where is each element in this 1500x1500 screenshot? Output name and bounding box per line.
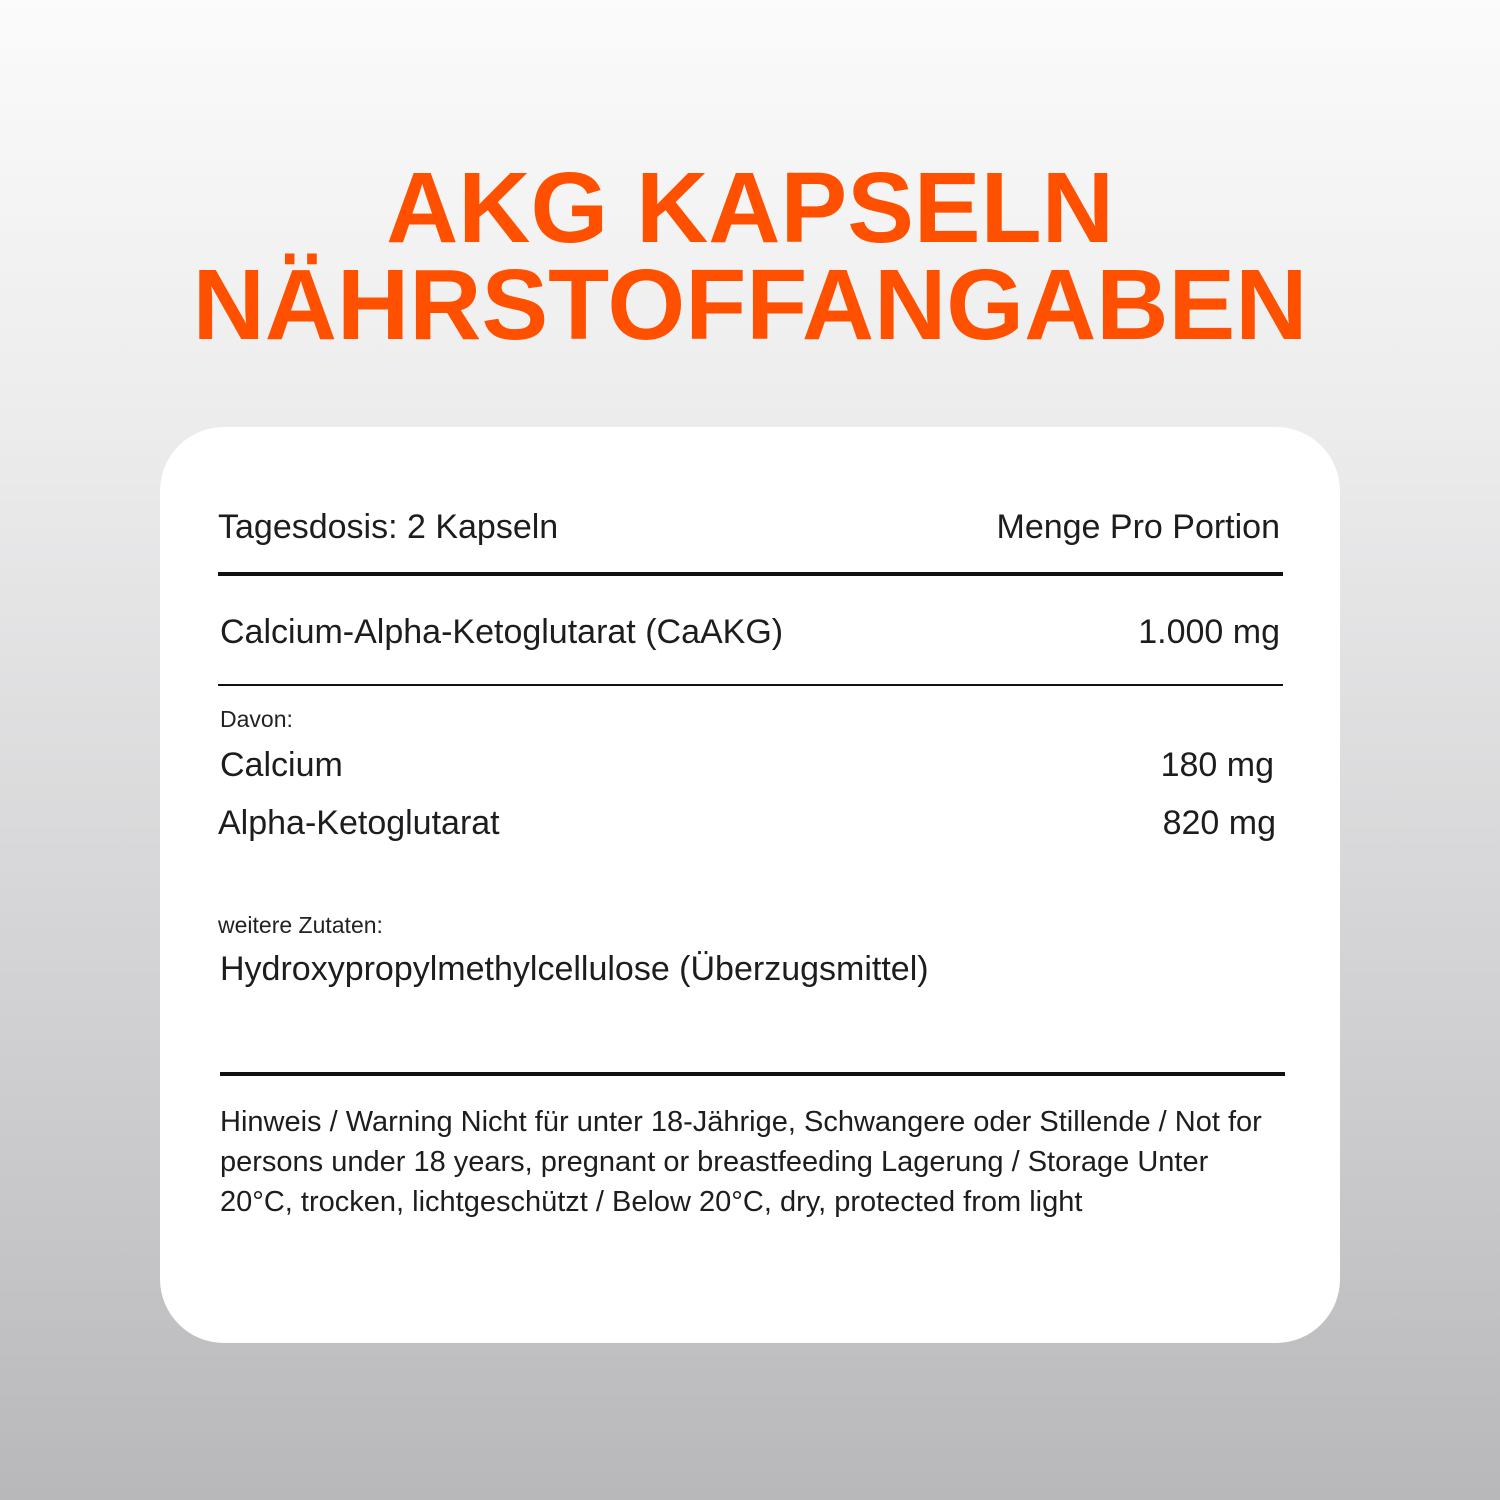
daily-dose-label: Tagesdosis: 2 Kapseln <box>218 508 559 546</box>
title-line-1: AKG KAPSELN <box>386 152 1114 264</box>
nutrition-facts-card <box>160 427 1340 1343</box>
breakdown-label: Davon: <box>220 706 293 732</box>
breakdown-item-amount: 180 mg <box>1160 746 1274 784</box>
page-title <box>0 152 1500 361</box>
title-line-2: NÄHRSTOFFANGABEN <box>192 249 1308 361</box>
warning-storage-notice: Hinweis / Warning Nicht für unter 18-Jährige, Schwangere oder Stillende / Not for persons under 18 years, pregnant or breastfeeding Lagerung / Storage Unter 20°C, trocken, lichtgeschützt / Below 20°C, dry, protected from light <box>220 1106 1262 1218</box>
main-ingredient-name: Calcium-Alpha-Ketoglutarat (CaAKG) <box>220 613 784 651</box>
main-divider <box>218 684 1283 686</box>
breakdown-item-name: Calcium <box>220 746 343 784</box>
amount-per-serving-label: Menge Pro Portion <box>996 508 1280 546</box>
notice-divider <box>220 1072 1285 1076</box>
main-ingredient-row <box>220 612 1280 652</box>
breakdown-item-name: Alpha-Ketoglutarat <box>218 804 500 842</box>
breakdown-item-amount: 820 mg <box>1162 804 1276 842</box>
other-ingredients-label: weitere Zutaten: <box>218 912 383 938</box>
breakdown-row <box>220 745 1274 785</box>
other-ingredients-value: Hydroxypropylmethylcellulose (Überzugsmittel) <box>220 950 929 988</box>
main-ingredient-amount: 1.000 mg <box>1138 613 1280 651</box>
header-divider <box>218 572 1283 576</box>
header-row <box>218 507 1280 547</box>
breakdown-row <box>218 803 1276 843</box>
